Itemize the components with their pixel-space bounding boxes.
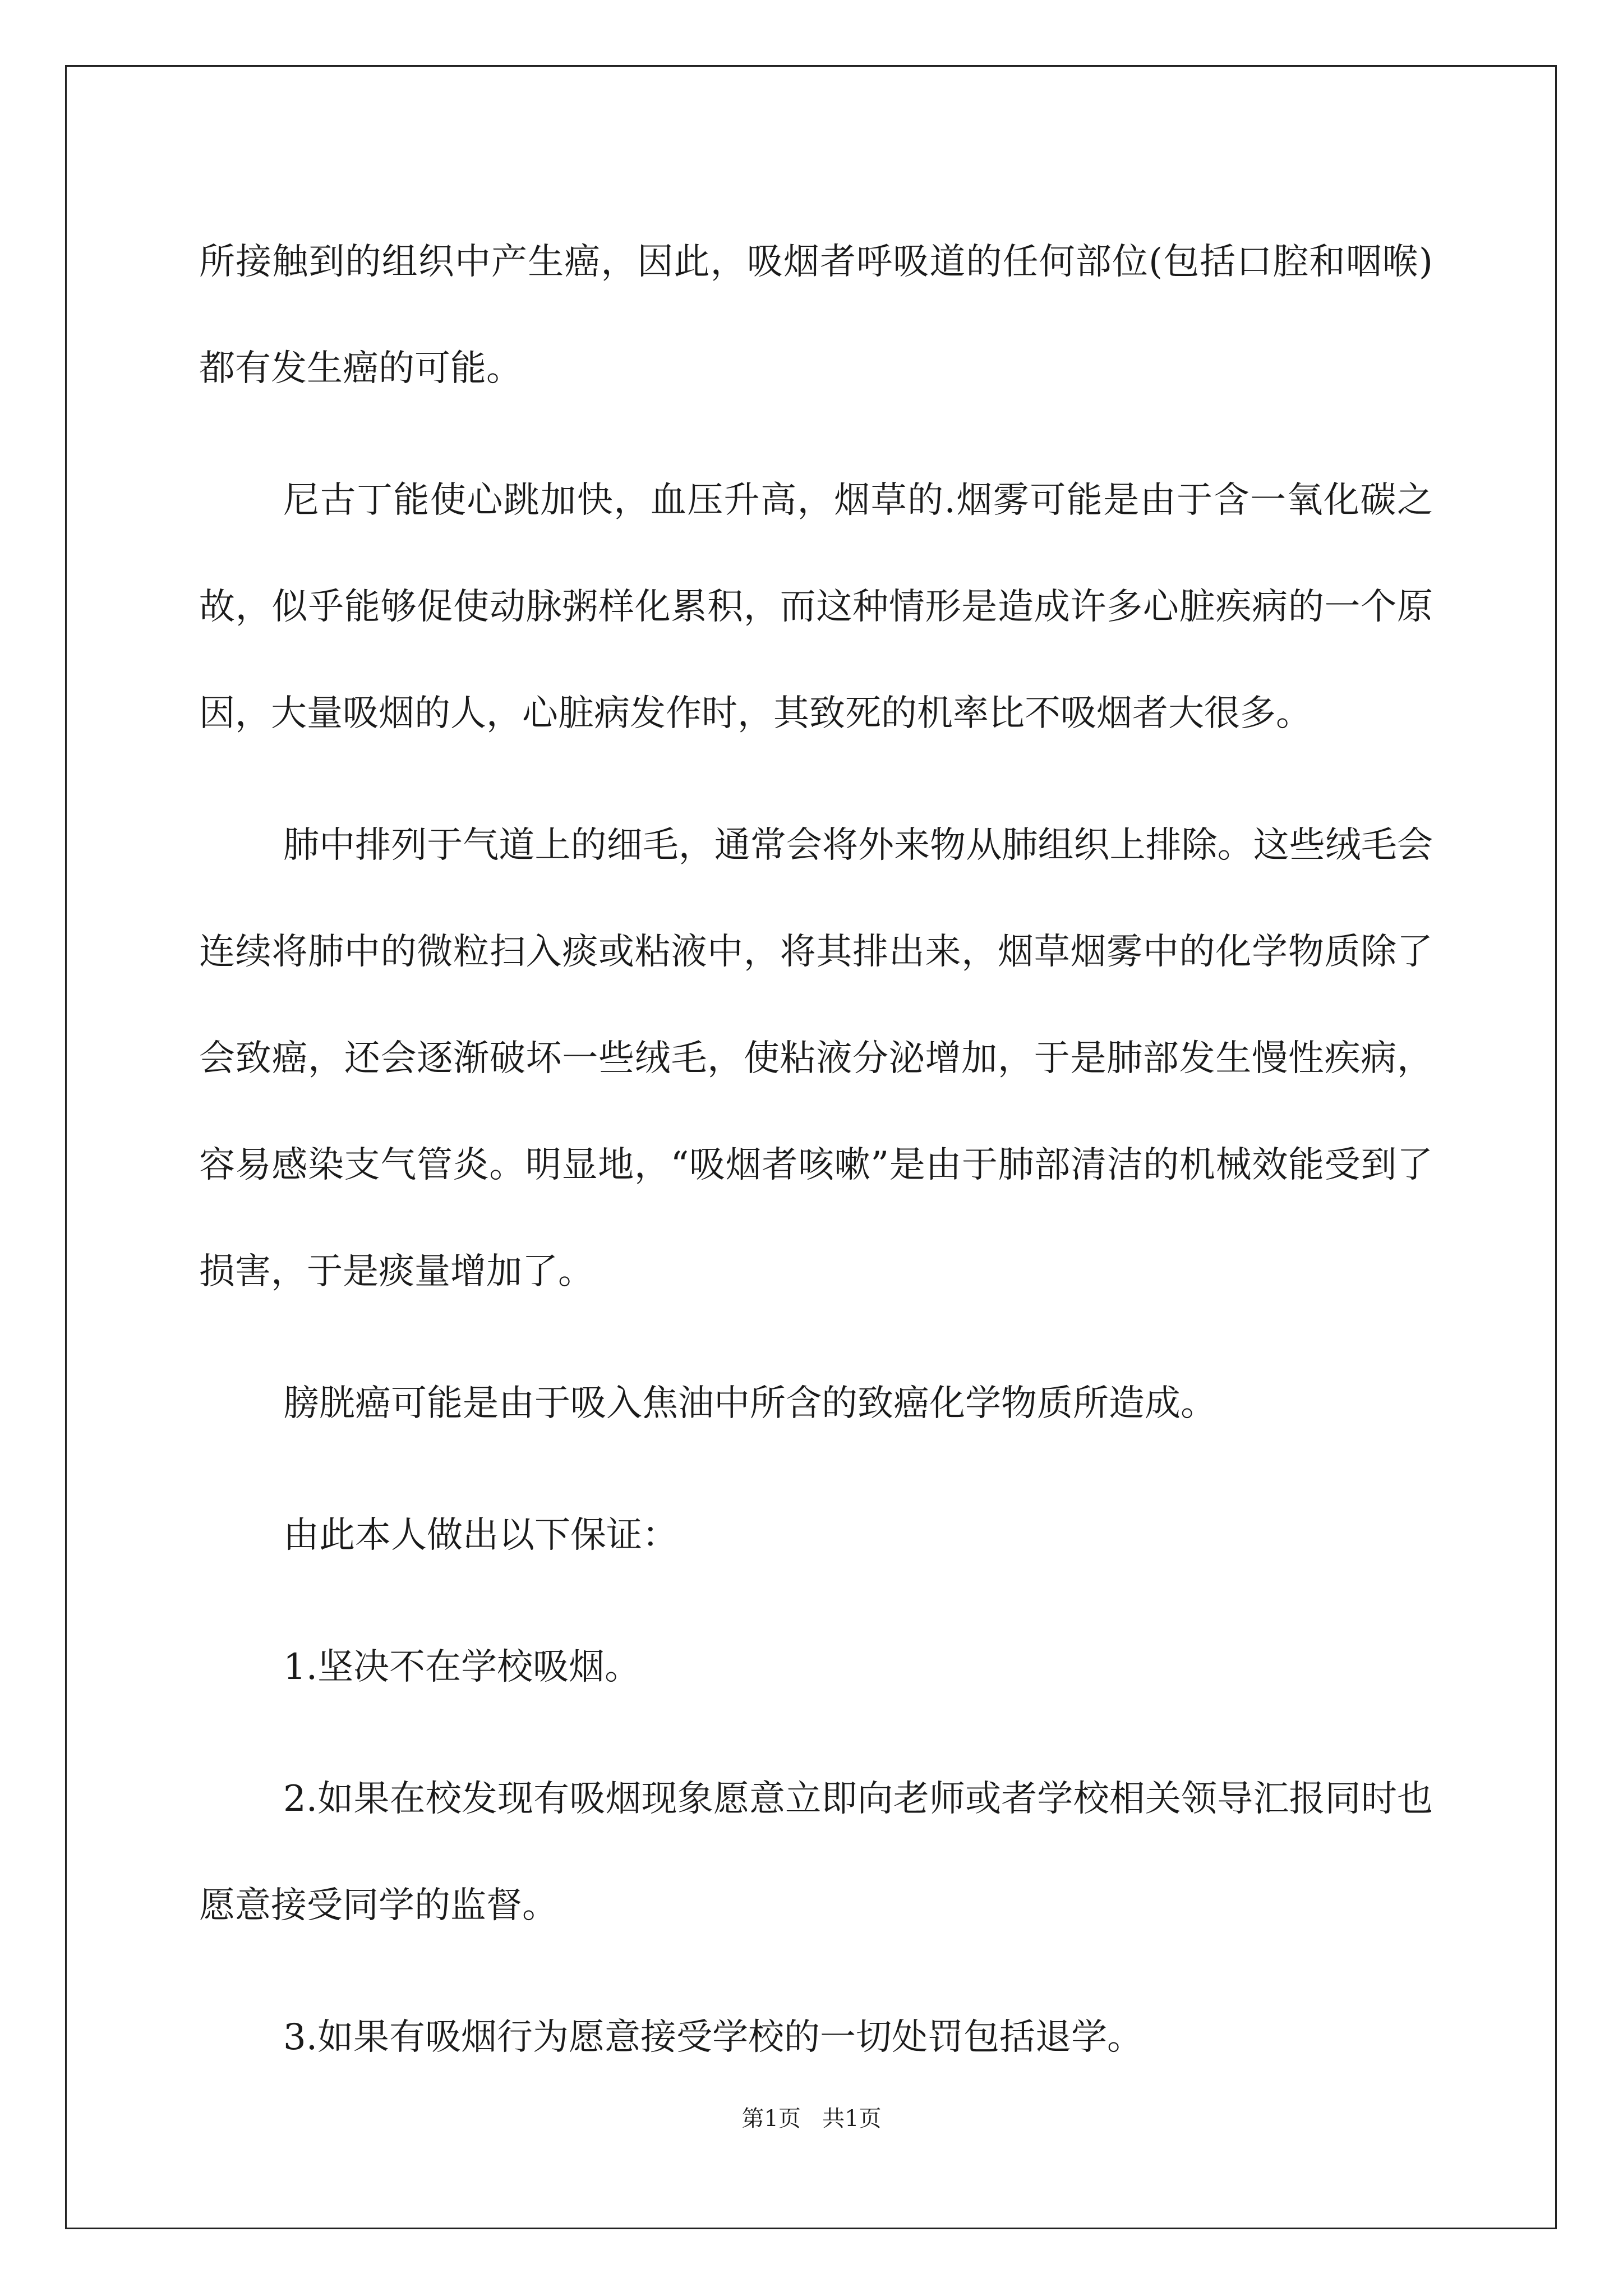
paragraph-continuation: 所接触到的组织中产生癌，因此，吸烟者呼吸道的任何部位(包括口腔和咽喉)都有发生癌的可能。: [199, 241, 1433, 389]
paragraph-pledge-intro: 由此本人做出以下保证：: [283, 1515, 678, 1556]
paragraph-nicotine: 尼古丁能使心跳加快，血压升高，烟草的.烟雾可能是由于含一氧化碳之故，似乎能够促使动脉粥样化累积，而这种情形是造成许多心脏疾病的一个原因，大量吸烟的人，心脏病发作时，其致死的机率比不吸烟者大很多。: [199, 480, 1433, 734]
pledge-item-2: 2.如果在校发现有吸烟现象愿意立即向老师或者学校相关领导汇报同时也愿意接受同学的监督。: [199, 1778, 1433, 1926]
page-total: 共1页: [822, 2106, 882, 2132]
page-number: 第1页: [741, 2106, 801, 2132]
pledge-item-1: 1.坚决不在学校吸烟。: [283, 1646, 641, 1688]
document-body: [199, 209, 1433, 2116]
paragraph-bladder-cancer: 膀胱癌可能是由于吸入焦油中所含的致癌化学物质所造成。: [283, 1383, 1216, 1424]
page-footer: [0, 2101, 1623, 2133]
paragraph-lung-cilia: 肺中排列于气道上的细毛，通常会将外来物从肺组织上排除。这些绒毛会连续将肺中的微粒扫入痰或粘液中，将其排出来，烟草烟雾中的化学物质除了会致癌，还会逐渐破坏一些绒毛，使粘液分泌增加，于是肺部发生慢性疾病，容易感染支气管炎。明显地，“吸烟者咳嗽”是由于肺部清洁的机械效能受到了损害，于是痰量增加了。: [199, 825, 1433, 1292]
pledge-item-3: 3.如果有吸烟行为愿意接受学校的一切处罚包括退学。: [283, 2017, 1144, 2058]
